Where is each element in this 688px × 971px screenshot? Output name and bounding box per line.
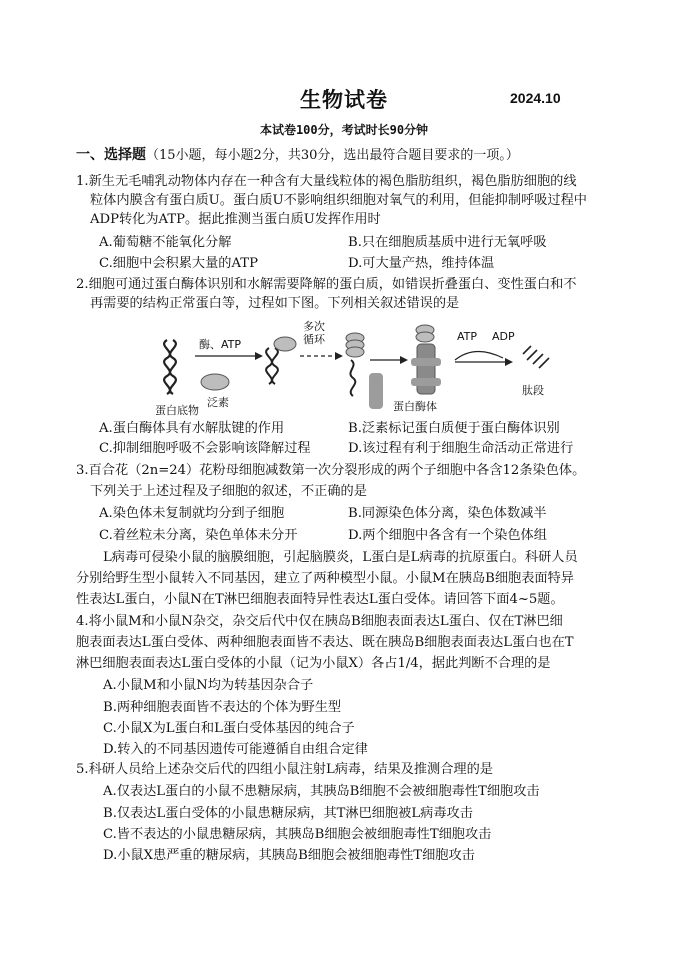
q3-option-c: C.着丝粒未分离，染色单体未分开 <box>99 528 298 543</box>
q1-option-d: D.可大量产热，维持体温 <box>348 256 495 271</box>
label-atp: ATP <box>457 330 478 343</box>
label-proteasome: 蛋白酶体 <box>393 400 437 413</box>
passage-line-1: L病毒可侵染小鼠的脑膜细胞，引起脑膜炎，L蛋白是L病毒的抗原蛋白。科研人员 <box>103 550 578 565</box>
exam-subtitle: 本试卷100分，考试时长90分钟 <box>259 123 429 137</box>
page-title: 生物试卷 <box>300 88 388 112</box>
q3-option-a: A.染色体未复制就均分到子细胞 <box>99 506 285 521</box>
q3-line-2: 下列关于上述过程及子细胞的叙述，不正确的是 <box>90 484 367 499</box>
q4-option-a: A.小鼠M和小鼠N均为转基因杂合子 <box>103 678 314 693</box>
q3-option-b: B.同源染色体分离，染色体数减半 <box>348 506 547 521</box>
q4-option-d: D.转入的不同基因遗传可能遵循自由组合定律 <box>103 742 368 757</box>
label-ubiquitin: 泛素 <box>207 396 229 409</box>
ubiquitin-icon <box>201 374 229 390</box>
q2-option-d: D.该过程有利于细胞生命活动正常进行 <box>348 441 574 456</box>
section-title: 一、选择题 <box>76 147 146 163</box>
q3-option-d: D.两个细胞中各含有一个染色体组 <box>348 528 547 543</box>
section-heading <box>76 146 519 165</box>
peptide-fragments-icon <box>523 346 549 368</box>
q1-line-1: 1.新生无毛哺乳动物体内存在一种含有大量线粒体的褐色脂肪组织，褐色脂肪细胞的线 <box>76 174 577 189</box>
q1-option-b: B.只在细胞质基质中进行无氧呼吸 <box>348 235 547 250</box>
label-peptide: 肽段 <box>522 384 544 397</box>
q3-line-1: 3.百合花（2n=24）花粉母细胞减数第一次分裂形成的两个子细胞中各含12条染色体。 <box>76 463 586 478</box>
substrate-protein-icon <box>164 340 176 394</box>
q2-line-1: 2.细胞可通过蛋白酶体识别和水解需要降解的蛋白质，如错误折叠蛋白、变性蛋白和不 <box>76 277 577 292</box>
q2-option-b: B.泛素标记蛋白质便于蛋白酶体识别 <box>348 421 560 436</box>
q5-line-1: 5.科研人员给上述杂交后代的四组小鼠注射L病毒，结果及推测合理的是 <box>76 762 493 777</box>
q2-option-a: A.蛋白酶体具有水解肽键的作用 <box>99 421 285 436</box>
q5-option-a: A.仅表达L蛋白的小鼠不患糖尿病，其胰岛B细胞不会被细胞毒性T细胞攻击 <box>103 784 540 799</box>
tagged-protein-icon <box>266 348 278 384</box>
q1-line-2: 粒体内膜含有蛋白质U。蛋白质U不影响组织细胞对氧气的利用，但能抑制呼吸过程中 <box>90 193 587 208</box>
q4-line-1: 4.将小鼠M和小鼠N杂交，杂交后代中仅在胰岛B细胞表面表达L蛋白、仅在T淋巴细 <box>76 614 563 629</box>
q1-line-3: ADP转化为ATP。据此推测当蛋白质U发挥作用时 <box>90 212 381 227</box>
q5-option-b: B.仅表达L蛋白受体的小鼠患糖尿病，其T淋巴细胞被L病毒攻击 <box>103 806 473 821</box>
q1-option-a: A.葡萄糖不能氧化分解 <box>99 235 232 250</box>
q2-option-c: C.抑制细胞呼吸不会影响该降解过程 <box>99 441 311 456</box>
label-enzyme-atp: 酶、ATP <box>199 338 242 351</box>
passage-line-2: 分别给野生型小鼠转入不同基因，建立了两种模型小鼠。小鼠M在胰岛B细胞表面特异 <box>76 571 574 586</box>
proteasome-icon <box>369 325 441 409</box>
q4-option-b: B.两种细胞表面皆不表达的个体为野生型 <box>103 700 342 715</box>
q4-line-2: 胞表面表达L蛋白受体、两种细胞表面皆不表达、既在胰岛B细胞表面表达L蛋白也在T <box>76 635 574 650</box>
q2-line-2: 再需要的结构正常蛋白等，过程如下图。下列相关叙述错误的是 <box>90 296 460 311</box>
q1-option-c: C.细胞中会积累大量的ATP <box>99 256 258 271</box>
label-substrate: 蛋白底物 <box>155 404 199 417</box>
passage-line-3: 性表达L蛋白，小鼠N在T淋巴细胞表面特异性表达L蛋白受体。请回答下面4~5题。 <box>76 592 564 607</box>
label-cycle: 循环 <box>303 333 325 346</box>
exam-date: 2024.10 <box>510 90 561 106</box>
protein-degradation-diagram <box>155 318 555 418</box>
q5-option-d: D.小鼠X患严重的糖尿病，其胰岛B细胞会被细胞毒性T细胞攻击 <box>103 848 475 863</box>
label-adp: ADP <box>492 330 515 343</box>
label-multi: 多次 <box>303 320 325 333</box>
q5-option-c: C.皆不表达的小鼠患糖尿病，其胰岛B细胞会被细胞毒性T细胞攻击 <box>103 827 492 842</box>
q4-line-3: 淋巴细胞表面表达L蛋白受体的小鼠（记为小鼠X）各占1/4，据此判断不合理的是 <box>76 656 551 671</box>
section-note: （15小题，每小题2分，共30分，选出最符合题目要求的一项。） <box>146 148 519 163</box>
q4-option-c: C.小鼠X为L蛋白和L蛋白受体基因的纯合子 <box>103 721 355 736</box>
